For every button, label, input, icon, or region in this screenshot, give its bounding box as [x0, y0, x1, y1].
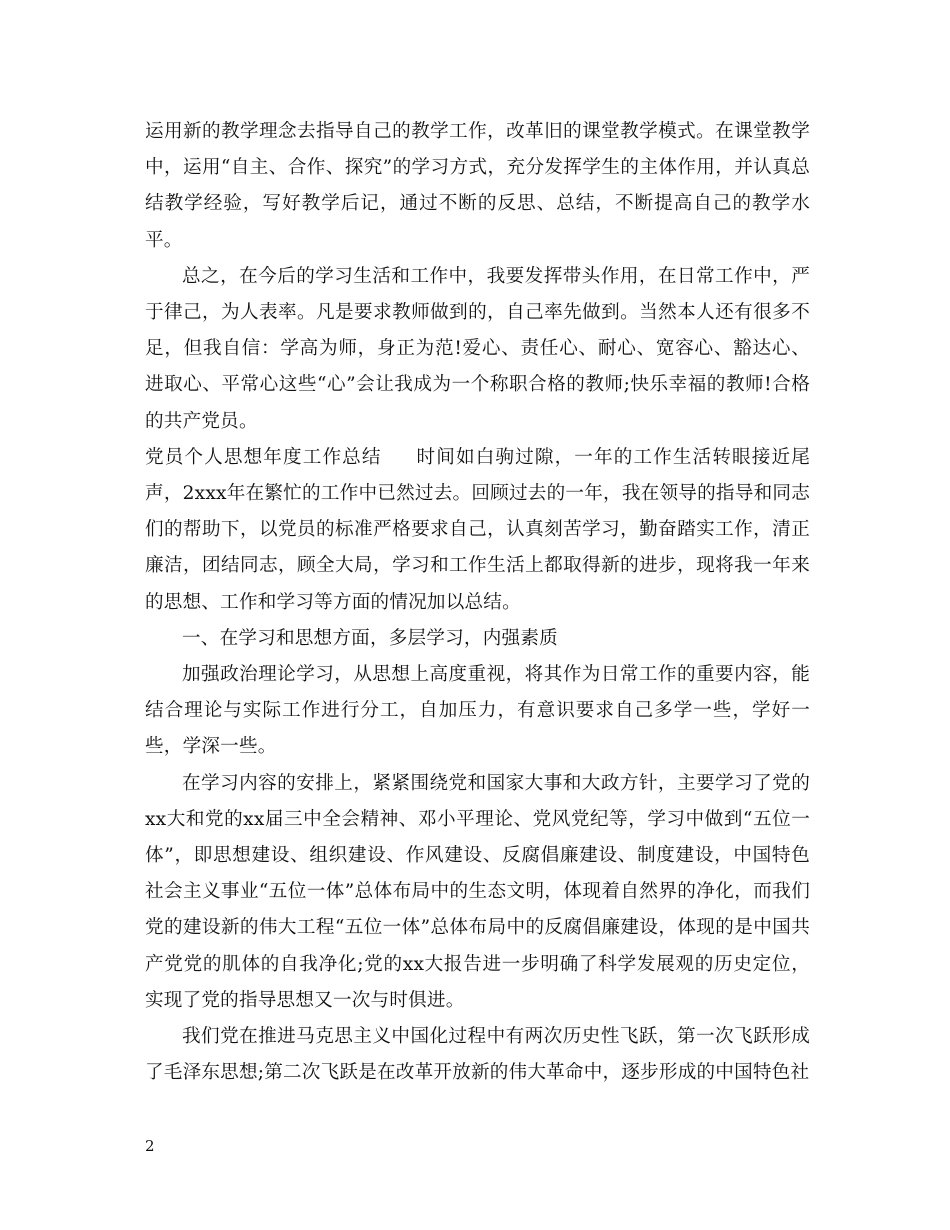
paragraph-political-study: 加强政治理论学习，从思想上高度重视，将其作为日常工作的重要内容，能结合理论与实际工作进行分工，自加压力，有意识要求自己多学一些，学好一些，学深一些。	[145, 664, 810, 758]
paragraph-annual-summary-intro	[145, 440, 810, 621]
document-body	[145, 114, 810, 1091]
document-title-inline: 党员个人思想年度工作总结	[145, 446, 382, 468]
paragraph-marxism-localization: 我们党在推进马克思主义中国化过程中有两次历史性飞跃，第一次飞跃形成了毛泽东思想;第二次飞跃是在改革开放新的伟大革命中，逐步形成的中国特色社	[145, 1026, 810, 1084]
paragraph-conclusion: 总之，在今后的学习生活和工作中，我要发挥带头作用，在日常工作中，严于律己，为人表率。凡是要求教师做到的，自己率先做到。当然本人还有很多不足，但我自信：学高为师，身正为范!爱心、责任心、耐心、宽容心、豁达心、进取心、平常心这些“心”会让我成为一个称职合格的教师;快乐幸福的教师!合格的共产党员。	[145, 265, 810, 432]
page-number: 2	[145, 1137, 155, 1155]
section-heading-study-thought: 一、在学习和思想方面，多层学习，内强素质	[182, 627, 558, 649]
paragraph-teaching-method: 运用新的教学理念去指导自己的教学工作，改革旧的课堂教学模式。在课堂教学中，运用“自主、合作、探究”的学习方式，充分发挥学生的主体作用，并认真总结教学经验，写好教学后记，通过不断的反思、总结，不断提高自己的教学水平。	[145, 121, 810, 251]
paragraph-study-content: 在学习内容的安排上，紧紧围绕党和国家大事和大政方针，主要学习了党的xx大和党的xx届三中全会精神、邓小平理论、党风党纪等，学习中做到“五位一体”，即思想建设、组织建设、作风建设、反腐倡廉建设、制度建设，中国特色社会主义事业“五位一体”总体布局中的生态文明，体现着自然界的净化，而我们党的建设新的伟大工程“五位一体”总体布局中的反腐倡廉建设，体现的是中国共产党党的肌体的自我净化;党的xx大报告进一步明确了科学发展观的历史定位，实现了党的指导思想又一次与时俱进。	[145, 772, 810, 1011]
intro-text: 时间如白驹过隙，一年的工作生活转眼接近尾声，2xxx年在繁忙的工作中已然过去。回顾过去的一年，我在领导的指导和同志们的帮助下，以党员的标准严格要求自己，认真刻苦学习，勤奋踏实工作，清正廉洁，团结同志，顾全大局，学习和工作生活上都取得新的进步，现将我一年来的思想、工作和学习等方面的情况加以总结。	[145, 446, 810, 613]
